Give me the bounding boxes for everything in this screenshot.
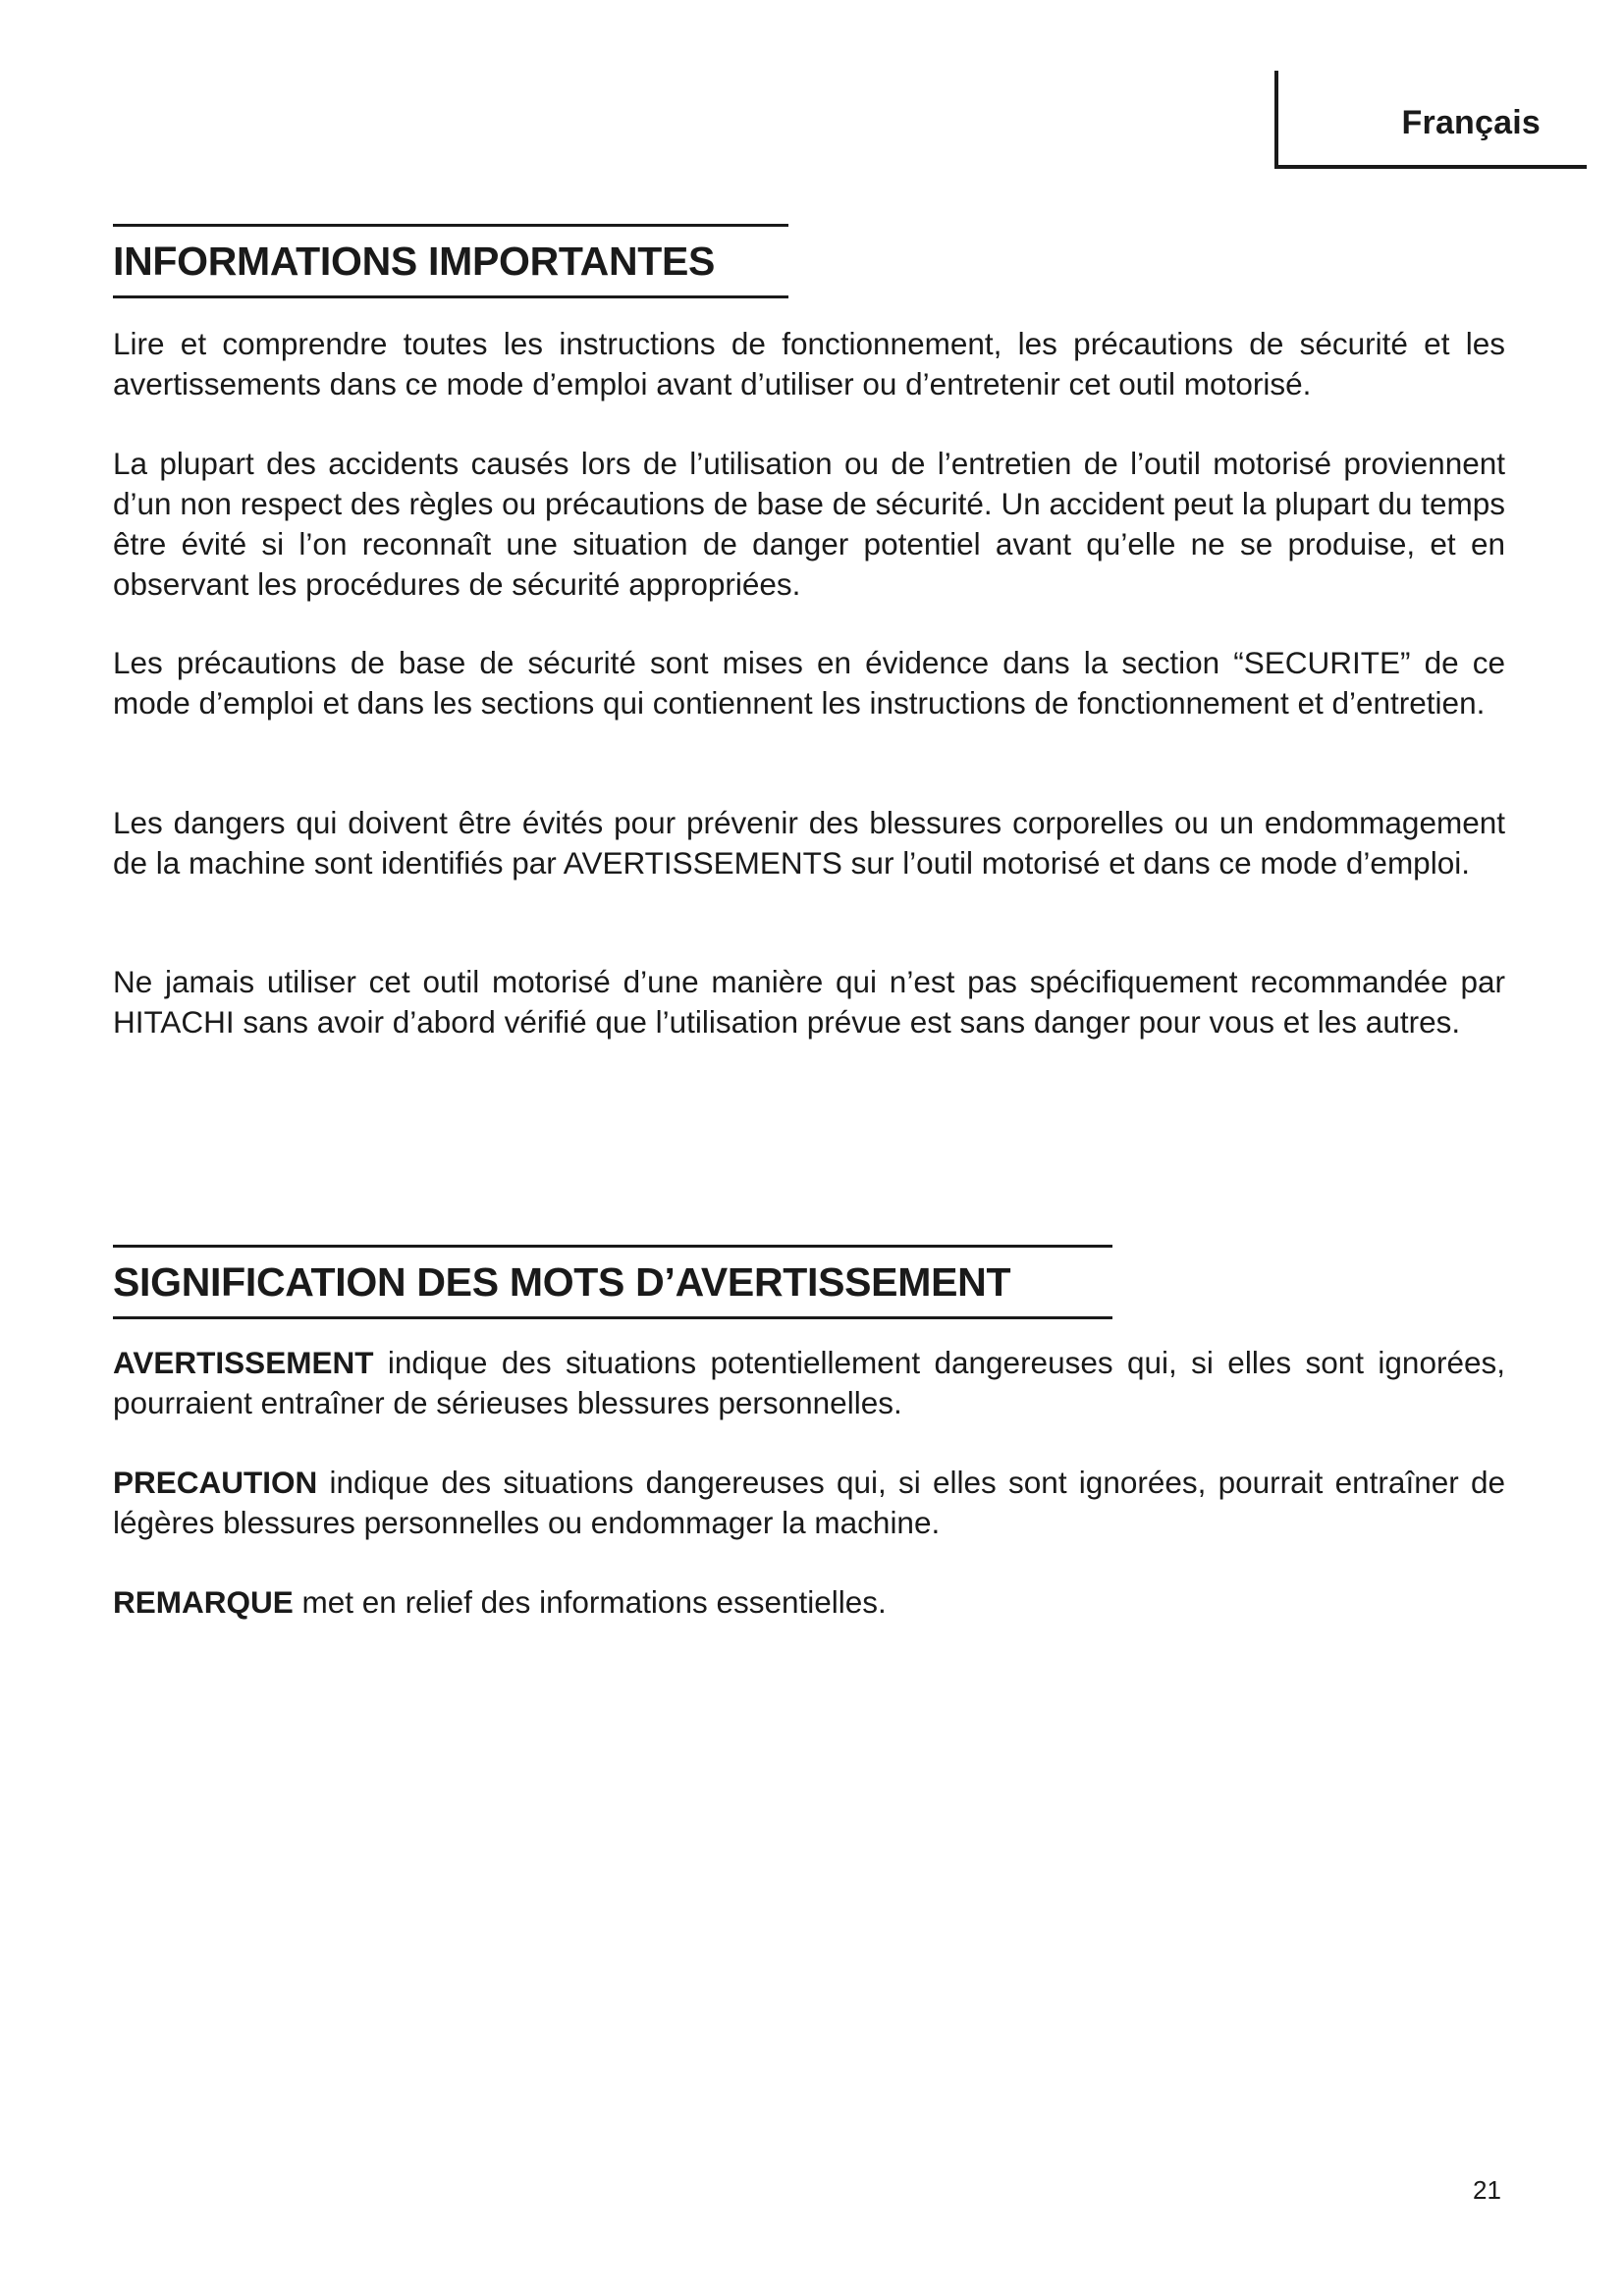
definition-text: indique des situations potentiellement dangereuses qui, si elles sont ignorées, pourraient entraîner de sérieuses blessures personnelles.: [113, 1345, 1505, 1420]
paragraph-accidents: La plupart des accidents causés lors de l’utilisation ou de l’entretien de l’outil motorisé proviennent d’un non respect des règles ou précautions de base de sécurité. Un accident peut la plupart du temps être évité si l’on reconnaît une situation de danger potentiel avant qu’elle ne se produise, et en observant les procédures de sécurité appropriées.: [113, 446, 1505, 602]
section-title-signal-words: SIGNIFICATION DES MOTS D’AVERTISSEMENT: [113, 1245, 1112, 1319]
paragraph-dangers: Les dangers qui doivent être évités pour prévenir des blessures corporelles ou un endommagement de la machine sont identifiés par AVERTISSEMENTS sur l’outil motorisé et dans ce mode d’emploi.: [113, 805, 1505, 881]
definition-warning: [113, 1343, 1505, 1423]
paragraph-basic-precautions: Les précautions de base de sécurité sont mises en évidence dans la section “SECURITE” de ce mode d’emploi et dans les sections qui contiennent les instructions de fonctionnement et d’entretien.: [113, 645, 1505, 721]
page-number: 21: [1473, 2175, 1501, 2205]
definition-text: indique des situations dangereuses qui, si elles sont ignorées, pourrait entraîner de légères blessures personnelles ou endommager la machine.: [113, 1465, 1505, 1540]
definition-caution: [113, 1463, 1505, 1543]
section-title-important-information: INFORMATIONS IMPORTANTES: [113, 224, 788, 298]
definition-term: REMARQUE: [113, 1584, 294, 1620]
language-label: Français: [1401, 104, 1541, 141]
definition-term: PRECAUTION: [113, 1465, 318, 1500]
definition-term: AVERTISSEMENT: [113, 1345, 374, 1380]
definition-note: [113, 1582, 1505, 1623]
definition-text: met en relief des informations essentielles.: [293, 1584, 887, 1620]
paragraph-read-instructions: Lire et comprendre toutes les instructions de fonctionnement, les précautions de sécurité et les avertissements dans ce mode d’emploi avant d’utiliser ou d’entretenir cet outil motorisé.: [113, 326, 1505, 401]
paragraph-never-use: Ne jamais utiliser cet outil motorisé d’une manière qui n’est pas spécifiquement recommandée par HITACHI sans avoir d’abord vérifié que l’utilisation prévue est sans danger pour vous et les autres.: [113, 964, 1505, 1040]
